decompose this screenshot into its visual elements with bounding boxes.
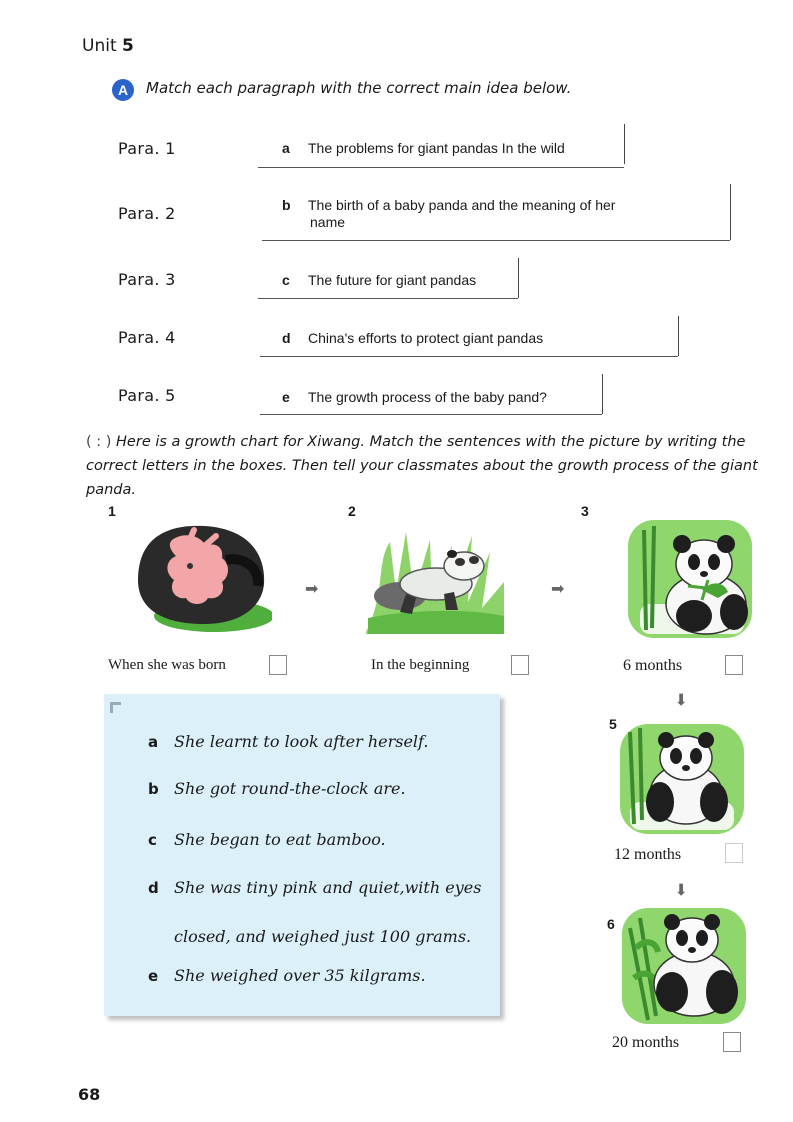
sentence-e [148,966,426,985]
idea-text: The birth of a baby panda and the meaning of her [308,197,616,213]
arrow-right-icon: ➡ [551,579,565,598]
sentence-text: She weighed over 35 kilgrams. [174,966,426,985]
idea-text: China's efforts to protect giant pandas [308,330,544,346]
section-a-instruction: Match each paragraph with the correct main idea below. [146,79,572,97]
idea-b-line2: name [310,214,346,230]
section-b-icon: ( : ) [86,434,112,450]
sentence-c [148,830,386,849]
page-number: 68 [78,1085,101,1104]
adult-panda-picture [622,908,746,1024]
idea-bracket [678,316,679,356]
sentence-text: She began to eat bamboo. [174,830,386,849]
stage-number-1: 1 [108,503,116,519]
idea-d [282,330,543,346]
sitting-panda-picture [620,724,744,834]
answer-box-12-months[interactable] [725,843,743,863]
answer-box-20-months[interactable] [723,1032,741,1052]
arrow-down-icon: ➡ [672,692,692,707]
unit-label: Unit [82,36,117,56]
para-label-5: Para. 5 [118,386,176,405]
sentence-text: She got round-the-clock are. [174,779,406,798]
idea-text: The problems for giant pandas In the wild [308,140,565,156]
idea-underline [262,240,730,241]
unit-number: 5 [122,36,134,56]
section-b-text: Here is a growth chart for Xiwang. Match the sentences with the picture by writing the correct letters in the boxes. Then tell your classmates about the growth process of the giant panda. [86,434,758,498]
stage-number-2: 2 [348,503,356,519]
sentence-letter: c [148,831,157,849]
para-label-4: Para. 4 [118,328,176,347]
caption-20-months: 20 months [612,1034,680,1051]
stage-number-5: 5 [609,716,617,732]
idea-b [282,197,615,213]
caption-beginning: In the beginning [371,657,470,673]
idea-underline [258,298,518,299]
sentence-text: She was tiny pink and quiet,with eyes [174,878,482,897]
section-a-badge: A [112,79,134,101]
sentence-d-line2: closed, and weighed just 100 grams. [174,927,472,946]
idea-e [282,389,547,405]
arrow-down-icon: ➡ [672,882,692,897]
answer-box-born[interactable] [269,655,287,675]
answer-box-beginning[interactable] [511,655,529,675]
idea-underline [260,356,678,357]
para-label-2: Para. 2 [118,204,176,223]
idea-bracket [602,374,603,414]
idea-underline [260,414,602,415]
para-label-3: Para. 3 [118,270,176,289]
answer-box-6-months[interactable] [725,655,743,675]
panel-corner-mark [110,702,121,713]
stage-number-6: 6 [607,916,615,932]
caption-born: When she was born [108,657,226,673]
unit-heading [82,36,134,56]
sentences-panel [104,694,500,1016]
idea-c [282,272,476,288]
sentence-letter: e [148,967,159,985]
para-label-1: Para. 1 [118,139,176,158]
sentence-d [148,878,481,897]
section-b-instruction [86,430,776,502]
arrow-right-icon: ➡ [305,579,319,598]
sentence-letter: d [148,879,159,897]
caption-6-months: 6 months [623,657,683,674]
stage-number-3: 3 [581,503,589,519]
idea-bracket [624,124,625,164]
idea-letter: c [282,272,290,288]
idea-text: The future for giant pandas [308,272,477,288]
idea-letter: d [282,330,291,346]
idea-text: The growth process of the baby pand? [308,389,547,405]
sentence-letter: b [148,780,159,798]
idea-a [282,140,565,156]
sentence-text: She learnt to look after herself. [174,732,429,751]
sentence-b [148,779,406,798]
caption-12-months: 12 months [614,846,682,863]
idea-letter: e [282,389,290,405]
sentence-a [148,732,428,751]
idea-bracket [518,258,519,298]
idea-letter: b [282,197,291,213]
idea-bracket [730,184,731,240]
idea-underline [258,167,624,168]
newborn-panda-picture [134,520,272,632]
sentence-letter: a [148,733,159,751]
crawling-panda-picture [366,522,506,634]
idea-letter: a [282,140,290,156]
bamboo-eating-panda-picture [628,520,752,638]
